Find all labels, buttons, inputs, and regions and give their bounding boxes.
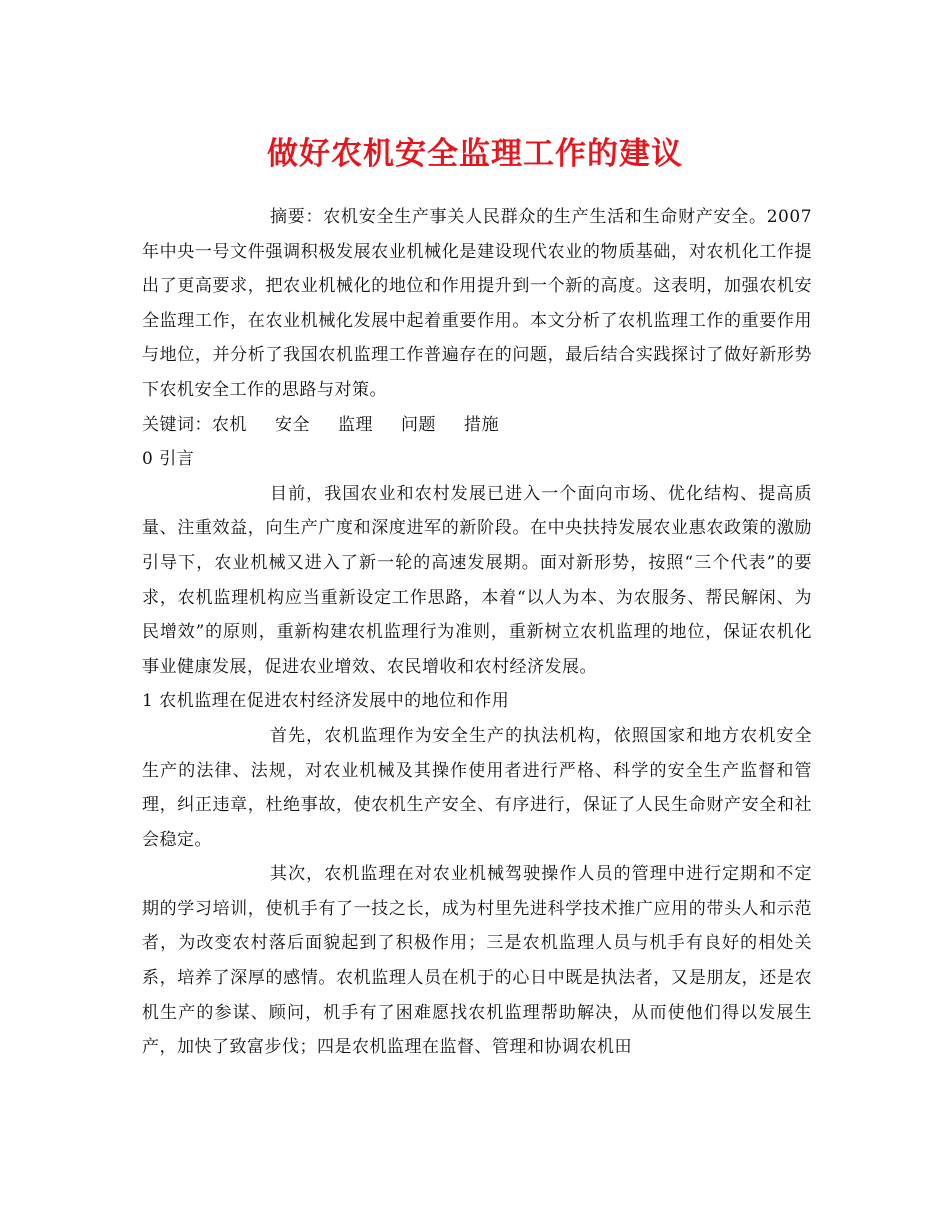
section-heading-introduction: 0 引言	[142, 449, 195, 470]
document-body	[142, 200, 812, 1065]
role-paragraph-second: 其次，农机监理在对农业机械驾驶操作人员的管理中进行定期和不定期的学习培训，使机手有了一技之长，成为村里先进科学技术推广应用的带头人和示范者，为改变农村落后面貌起到了积极作用；三是农机监理人员与机手有良好的相处关系，培养了深厚的感情。农机监理人员在机于的心日中既是执法者，又是朋友，还是农机生产的参谋、顾问，机手有了困难愿找农机监理帮助解决，从而使他们得以发展生产，加快了致富步伐；四是农机监理在监督、管理和协调农机田	[142, 864, 812, 1058]
abstract-text: 农机安全生产事关人民群众的生产生活和生命财产安全。2007年中央一号文件强调积极发展农业机械化是建设现代农业的物质基础，对农机化工作提出了更高要求，把农业机械化的地位和作用提升到一个新的高度。这表明，加强农机安全监理工作，在农业机械化发展中起着重要作用。本文分析了农机监理工作的重要作用与地位，并分析了我国农机监理工作普遍存在的问题，最后结合实践探讨了做好新形势下农机安全工作的思路与对策。	[142, 207, 813, 400]
document-title: 做好农机安全监理工作的建议	[267, 136, 683, 172]
section-heading-role: 1 农机监理在促进农村经济发展中的地位和作用	[142, 691, 510, 712]
keyword-item: 安全	[275, 414, 310, 435]
role-paragraph-first: 首先，农机监理作为安全生产的执法机构，依照国家和地方农机安全生产的法律、法规，对农业机械及其操作使用者进行严格、科学的安全生产监督和管理，纠正违章，杜绝事故，使农机生产安全、有序进行，保证了人民生命财产安全和社会稳定。	[142, 725, 812, 850]
keyword-item: 措施	[464, 414, 499, 435]
abstract-label: 摘要：	[270, 207, 324, 227]
keyword-item: 农机	[212, 414, 247, 435]
keyword-item: 监理	[338, 414, 373, 435]
keyword-item: 问题	[401, 414, 436, 435]
abstract-paragraph	[142, 200, 812, 408]
introduction-paragraph: 目前，我国农业和农村发展已进入一个面向市场、优化结构、提高质量、注重效益，向生产广度和深度进军的新阶段。在中央扶持发展农业惠农政策的激励引导下，农业机械又进入了新一轮的高速发展期。面对新形势，按照“三个代表”的要求，农机监理机构应当重新设定工作思路，本着“以人为本、为农服务、帮民解闲、为民增效”的原则，重新构建农机监理行为准则，重新树立农机监理的地位，保证农机化事业健康发展，促进农业增效、农民增收和农村经济发展。	[142, 483, 812, 677]
keywords-label: 关键词：	[142, 414, 212, 435]
keywords-line	[142, 408, 812, 443]
